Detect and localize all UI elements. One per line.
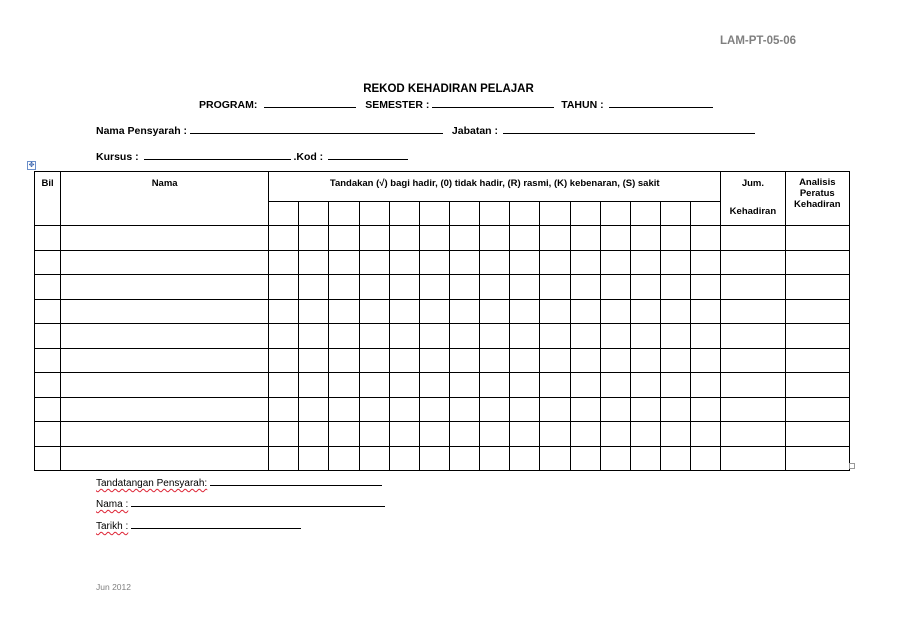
attendance-cell[interactable] bbox=[359, 397, 389, 422]
col-analisis-header: Analisis Peratus Kehadiran bbox=[785, 172, 849, 226]
attendance-cell[interactable] bbox=[660, 348, 690, 373]
attendance-cell[interactable] bbox=[299, 348, 329, 373]
nama-cell[interactable] bbox=[61, 373, 269, 398]
attendance-cell[interactable] bbox=[419, 275, 449, 300]
attendance-cell[interactable] bbox=[329, 250, 359, 275]
attendance-cell[interactable] bbox=[299, 275, 329, 300]
kursus-kod-line bbox=[96, 149, 408, 163]
table-row bbox=[35, 348, 850, 373]
analisis-cell[interactable] bbox=[785, 226, 849, 251]
attendance-cell[interactable] bbox=[269, 226, 299, 251]
attendance-cell[interactable] bbox=[600, 348, 630, 373]
attendance-cell[interactable] bbox=[389, 422, 419, 447]
table-row bbox=[35, 299, 850, 324]
table-row bbox=[35, 373, 850, 398]
attendance-cell[interactable] bbox=[269, 373, 299, 398]
attendance-cell[interactable] bbox=[480, 250, 510, 275]
jabatan-label: Jabatan : bbox=[451, 125, 498, 137]
attendance-cell[interactable] bbox=[359, 299, 389, 324]
attendance-cell[interactable] bbox=[329, 275, 359, 300]
attendance-cell[interactable] bbox=[449, 446, 479, 471]
session-column-cell[interactable] bbox=[630, 202, 660, 226]
attendance-cell[interactable] bbox=[269, 446, 299, 471]
session-column-cell[interactable] bbox=[660, 202, 690, 226]
signature-line-tandatangan bbox=[96, 476, 382, 489]
attendance-cell[interactable] bbox=[359, 373, 389, 398]
attendance-cell[interactable] bbox=[389, 373, 419, 398]
attendance-cell[interactable] bbox=[510, 299, 540, 324]
attendance-cell[interactable] bbox=[329, 226, 359, 251]
jum-label: Jum. bbox=[741, 178, 764, 189]
attendance-cell[interactable] bbox=[510, 348, 540, 373]
attendance-cell[interactable] bbox=[359, 348, 389, 373]
document-code: LAM-PT-05-06 bbox=[720, 35, 797, 47]
attendance-cell[interactable] bbox=[269, 348, 299, 373]
table-row bbox=[35, 250, 850, 275]
attendance-cell[interactable] bbox=[449, 324, 479, 349]
attendance-cell[interactable] bbox=[600, 422, 630, 447]
attendance-cell[interactable] bbox=[570, 422, 600, 447]
attendance-cell[interactable] bbox=[540, 446, 570, 471]
attendance-cell[interactable] bbox=[691, 373, 721, 398]
session-column-cell[interactable] bbox=[419, 202, 449, 226]
attendance-cell[interactable] bbox=[600, 446, 630, 471]
nama-pensyarah-field[interactable] bbox=[190, 123, 443, 134]
jum-kehadiran-cell[interactable] bbox=[721, 250, 785, 275]
analisis-cell[interactable] bbox=[785, 324, 849, 349]
jum-kehadiran-cell[interactable] bbox=[721, 348, 785, 373]
attendance-cell[interactable] bbox=[660, 250, 690, 275]
col-nama-header: Nama bbox=[61, 172, 269, 226]
attendance-cell[interactable] bbox=[600, 397, 630, 422]
analisis-cell[interactable] bbox=[785, 373, 849, 398]
attendance-cell[interactable] bbox=[449, 422, 479, 447]
attendance-cell[interactable] bbox=[389, 348, 419, 373]
attendance-cell[interactable] bbox=[691, 348, 721, 373]
jum-kehadiran-cell[interactable] bbox=[721, 446, 785, 471]
attendance-cell[interactable] bbox=[480, 324, 510, 349]
nama-cell[interactable] bbox=[61, 348, 269, 373]
attendance-cell[interactable] bbox=[329, 324, 359, 349]
attendance-cell[interactable] bbox=[359, 422, 389, 447]
attendance-cell[interactable] bbox=[480, 422, 510, 447]
attendance-cell[interactable] bbox=[269, 397, 299, 422]
attendance-cell[interactable] bbox=[299, 373, 329, 398]
attendance-cell[interactable] bbox=[359, 250, 389, 275]
attendance-cell[interactable] bbox=[570, 299, 600, 324]
attendance-cell[interactable] bbox=[540, 226, 570, 251]
attendance-cell[interactable] bbox=[299, 250, 329, 275]
table-move-handle-icon[interactable]: ✥ bbox=[28, 161, 35, 169]
attendance-cell[interactable] bbox=[510, 275, 540, 300]
attendance-cell[interactable] bbox=[660, 422, 690, 447]
attendance-cell[interactable] bbox=[691, 324, 721, 349]
jum-kehadiran-cell[interactable] bbox=[721, 299, 785, 324]
semester-field[interactable] bbox=[432, 97, 554, 108]
attendance-cell[interactable] bbox=[691, 250, 721, 275]
attendance-cell[interactable] bbox=[540, 299, 570, 324]
attendance-cell[interactable] bbox=[570, 324, 600, 349]
bil-cell[interactable] bbox=[35, 446, 61, 471]
attendance-cell[interactable] bbox=[299, 446, 329, 471]
kursus-field[interactable] bbox=[144, 149, 291, 160]
nama-cell[interactable] bbox=[61, 299, 269, 324]
page-title: REKOD KEHADIRAN PELAJAR bbox=[363, 83, 534, 95]
session-column-cell[interactable] bbox=[691, 202, 721, 226]
semester-label: SEMESTER : bbox=[365, 99, 430, 111]
attendance-cell[interactable] bbox=[480, 275, 510, 300]
attendance-cell[interactable] bbox=[359, 226, 389, 251]
attendance-cell[interactable] bbox=[449, 373, 479, 398]
attendance-cell[interactable] bbox=[359, 275, 389, 300]
attendance-cell[interactable] bbox=[480, 226, 510, 251]
attendance-cell[interactable] bbox=[389, 324, 419, 349]
attendance-cell[interactable] bbox=[691, 446, 721, 471]
jum-kehadiran-cell[interactable] bbox=[721, 226, 785, 251]
attendance-cell[interactable] bbox=[570, 446, 600, 471]
table-header-row bbox=[35, 172, 850, 202]
attendance-cell[interactable] bbox=[600, 299, 630, 324]
jabatan-field[interactable] bbox=[503, 123, 755, 134]
attendance-cell[interactable] bbox=[329, 397, 359, 422]
attendance-cell[interactable] bbox=[630, 348, 660, 373]
attendance-cell[interactable] bbox=[419, 299, 449, 324]
attendance-cell[interactable] bbox=[389, 446, 419, 471]
bil-cell[interactable] bbox=[35, 422, 61, 447]
attendance-cell[interactable] bbox=[480, 397, 510, 422]
attendance-cell[interactable] bbox=[691, 422, 721, 447]
attendance-cell[interactable] bbox=[660, 299, 690, 324]
attendance-cell[interactable] bbox=[329, 422, 359, 447]
attendance-cell[interactable] bbox=[691, 299, 721, 324]
attendance-cell[interactable] bbox=[540, 422, 570, 447]
attendance-cell[interactable] bbox=[660, 446, 690, 471]
session-column-cell[interactable] bbox=[600, 202, 630, 226]
program-label: PROGRAM: bbox=[199, 99, 258, 111]
attendance-cell[interactable] bbox=[630, 446, 660, 471]
bil-cell[interactable] bbox=[35, 348, 61, 373]
attendance-cell[interactable] bbox=[600, 373, 630, 398]
attendance-cell[interactable] bbox=[600, 226, 630, 251]
attendance-cell[interactable] bbox=[419, 373, 449, 398]
nama-cell[interactable] bbox=[61, 446, 269, 471]
attendance-cell[interactable] bbox=[299, 324, 329, 349]
attendance-cell[interactable] bbox=[570, 397, 600, 422]
session-column-cell[interactable] bbox=[540, 202, 570, 226]
col-tandakan-header: Tandakan (√) bagi hadir, (0) tidak hadir, (R) rasmi, (K) kebenaran, (S) sakit bbox=[269, 172, 721, 202]
tarikh-label: Tarikh : bbox=[96, 521, 129, 532]
bil-cell[interactable] bbox=[35, 226, 61, 251]
attendance-table bbox=[34, 171, 850, 471]
session-column-cell[interactable] bbox=[389, 202, 419, 226]
attendance-cell[interactable] bbox=[510, 373, 540, 398]
attendance-cell[interactable] bbox=[449, 397, 479, 422]
tandatangan-field[interactable] bbox=[210, 476, 382, 486]
signature-line-tarikh bbox=[96, 519, 301, 532]
attendance-cell[interactable] bbox=[329, 446, 359, 471]
session-column-cell[interactable] bbox=[449, 202, 479, 226]
nama-cell[interactable] bbox=[61, 422, 269, 447]
attendance-cell[interactable] bbox=[570, 373, 600, 398]
attendance-cell[interactable] bbox=[269, 299, 299, 324]
attendance-cell[interactable] bbox=[630, 422, 660, 447]
bil-cell[interactable] bbox=[35, 299, 61, 324]
attendance-cell[interactable] bbox=[419, 250, 449, 275]
attendance-cell[interactable] bbox=[389, 275, 419, 300]
nama-cell[interactable] bbox=[61, 250, 269, 275]
attendance-cell[interactable] bbox=[299, 226, 329, 251]
attendance-cell[interactable] bbox=[660, 373, 690, 398]
attendance-cell[interactable] bbox=[449, 250, 479, 275]
analisis-cell[interactable] bbox=[785, 446, 849, 471]
nama-cell[interactable] bbox=[61, 275, 269, 300]
attendance-cell[interactable] bbox=[570, 275, 600, 300]
session-column-cell[interactable] bbox=[480, 202, 510, 226]
attendance-cell[interactable] bbox=[329, 299, 359, 324]
nama-label: Nama : bbox=[96, 499, 129, 510]
tahun-label: TAHUN : bbox=[561, 99, 604, 111]
analisis-cell[interactable] bbox=[785, 250, 849, 275]
attendance-cell[interactable] bbox=[570, 226, 600, 251]
attendance-cell[interactable] bbox=[269, 275, 299, 300]
attendance-cell[interactable] bbox=[660, 324, 690, 349]
analisis-cell[interactable] bbox=[785, 275, 849, 300]
table-row bbox=[35, 226, 850, 251]
attendance-cell[interactable] bbox=[480, 373, 510, 398]
attendance-cell[interactable] bbox=[510, 250, 540, 275]
attendance-cell[interactable] bbox=[449, 348, 479, 373]
analisis-cell[interactable] bbox=[785, 348, 849, 373]
attendance-cell[interactable] bbox=[510, 324, 540, 349]
table-resize-handle[interactable] bbox=[849, 463, 855, 469]
attendance-cell[interactable] bbox=[510, 422, 540, 447]
attendance-cell[interactable] bbox=[691, 226, 721, 251]
attendance-cell[interactable] bbox=[359, 446, 389, 471]
attendance-cell[interactable] bbox=[419, 397, 449, 422]
attendance-cell[interactable] bbox=[540, 275, 570, 300]
col-jum-kehadiran-header bbox=[721, 172, 785, 226]
attendance-cell[interactable] bbox=[269, 250, 299, 275]
program-field[interactable] bbox=[264, 97, 356, 108]
bil-cell[interactable] bbox=[35, 250, 61, 275]
attendance-cell[interactable] bbox=[630, 373, 660, 398]
attendance-cell[interactable] bbox=[449, 299, 479, 324]
jum-kehadiran-cell[interactable] bbox=[721, 397, 785, 422]
attendance-cell[interactable] bbox=[600, 250, 630, 275]
attendance-cell[interactable] bbox=[510, 397, 540, 422]
tandatangan-label: Tandatangan Pensyarah: bbox=[96, 478, 208, 489]
bil-cell[interactable] bbox=[35, 397, 61, 422]
jum-kehadiran-cell[interactable] bbox=[721, 324, 785, 349]
attendance-cell[interactable] bbox=[630, 275, 660, 300]
kod-field[interactable] bbox=[328, 149, 408, 160]
attendance-cell[interactable] bbox=[329, 348, 359, 373]
attendance-cell[interactable] bbox=[389, 226, 419, 251]
session-column-cell[interactable] bbox=[269, 202, 299, 226]
tarikh-field[interactable] bbox=[131, 519, 301, 529]
attendance-cell[interactable] bbox=[630, 299, 660, 324]
attendance-cell[interactable] bbox=[630, 250, 660, 275]
nama-cell[interactable] bbox=[61, 226, 269, 251]
attendance-cell[interactable] bbox=[449, 275, 479, 300]
attendance-cell[interactable] bbox=[419, 324, 449, 349]
nama-cell[interactable] bbox=[61, 397, 269, 422]
attendance-cell[interactable] bbox=[540, 250, 570, 275]
attendance-cell[interactable] bbox=[570, 250, 600, 275]
attendance-cell[interactable] bbox=[359, 324, 389, 349]
bil-cell[interactable] bbox=[35, 275, 61, 300]
table-row bbox=[35, 275, 850, 300]
kehadiran-label: Kehadiran bbox=[729, 206, 777, 217]
table-row bbox=[35, 397, 850, 422]
attendance-cell[interactable] bbox=[329, 373, 359, 398]
attendance-cell[interactable] bbox=[419, 446, 449, 471]
attendance-cell[interactable] bbox=[660, 397, 690, 422]
bil-cell[interactable] bbox=[35, 373, 61, 398]
bil-cell[interactable] bbox=[35, 324, 61, 349]
attendance-cell[interactable] bbox=[600, 275, 630, 300]
table-row bbox=[35, 446, 850, 471]
attendance-cell[interactable] bbox=[570, 348, 600, 373]
attendance-cell[interactable] bbox=[600, 324, 630, 349]
attendance-cell[interactable] bbox=[540, 397, 570, 422]
pensyarah-jabatan-line bbox=[96, 123, 755, 137]
footer-date: Jun 2012 bbox=[96, 582, 131, 592]
session-column-cell[interactable] bbox=[510, 202, 540, 226]
jum-kehadiran-cell[interactable] bbox=[721, 275, 785, 300]
tahun-field[interactable] bbox=[609, 97, 713, 108]
attendance-cell[interactable] bbox=[540, 324, 570, 349]
attendance-cell[interactable] bbox=[510, 226, 540, 251]
nama-field[interactable] bbox=[131, 497, 385, 507]
kod-label: .Kod : bbox=[293, 151, 324, 163]
nama-cell[interactable] bbox=[61, 324, 269, 349]
attendance-cell[interactable] bbox=[449, 226, 479, 251]
analisis-cell[interactable] bbox=[785, 299, 849, 324]
attendance-cell[interactable] bbox=[299, 397, 329, 422]
signature-line-nama bbox=[96, 497, 385, 510]
attendance-cell[interactable] bbox=[691, 275, 721, 300]
table-body bbox=[35, 226, 850, 471]
attendance-cell[interactable] bbox=[540, 373, 570, 398]
jum-kehadiran-cell[interactable] bbox=[721, 422, 785, 447]
attendance-cell[interactable] bbox=[419, 348, 449, 373]
table-row bbox=[35, 422, 850, 447]
table-row bbox=[35, 324, 850, 349]
attendance-cell[interactable] bbox=[660, 275, 690, 300]
attendance-cell[interactable] bbox=[630, 226, 660, 251]
attendance-cell[interactable] bbox=[480, 446, 510, 471]
attendance-cell[interactable] bbox=[269, 422, 299, 447]
analisis-cell[interactable] bbox=[785, 422, 849, 447]
nama-pensyarah-label: Nama Pensyarah : bbox=[96, 125, 188, 137]
kursus-label: Kursus : bbox=[96, 151, 139, 163]
attendance-cell[interactable] bbox=[419, 226, 449, 251]
attendance-cell[interactable] bbox=[299, 299, 329, 324]
attendance-cell[interactable] bbox=[419, 422, 449, 447]
attendance-cell[interactable] bbox=[299, 422, 329, 447]
analisis-cell[interactable] bbox=[785, 397, 849, 422]
program-semester-tahun-line bbox=[199, 97, 713, 111]
attendance-cell[interactable] bbox=[389, 299, 419, 324]
attendance-cell[interactable] bbox=[540, 348, 570, 373]
attendance-cell[interactable] bbox=[480, 348, 510, 373]
attendance-cell[interactable] bbox=[389, 397, 419, 422]
attendance-cell[interactable] bbox=[510, 446, 540, 471]
attendance-cell[interactable] bbox=[660, 226, 690, 251]
attendance-cell[interactable] bbox=[630, 324, 660, 349]
session-column-cell[interactable] bbox=[359, 202, 389, 226]
jum-kehadiran-cell[interactable] bbox=[721, 373, 785, 398]
attendance-cell[interactable] bbox=[269, 324, 299, 349]
attendance-cell[interactable] bbox=[389, 250, 419, 275]
session-column-cell[interactable] bbox=[570, 202, 600, 226]
attendance-cell[interactable] bbox=[480, 299, 510, 324]
session-column-cell[interactable] bbox=[329, 202, 359, 226]
attendance-cell[interactable] bbox=[691, 397, 721, 422]
col-bil-header: Bil bbox=[35, 172, 61, 226]
attendance-cell[interactable] bbox=[630, 397, 660, 422]
session-column-cell[interactable] bbox=[299, 202, 329, 226]
